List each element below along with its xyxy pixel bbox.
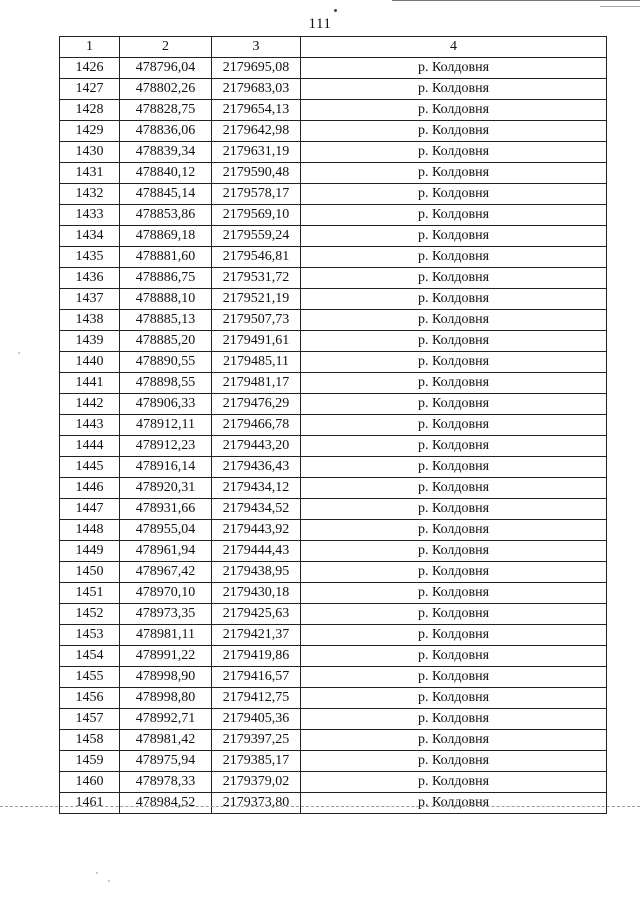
y-coordinate-cell: 2179590,48: [212, 163, 301, 184]
y-coordinate-cell: 2179491,61: [212, 331, 301, 352]
y-coordinate-cell: 2179397,25: [212, 730, 301, 751]
y-coordinate-cell: 2179373,80: [212, 793, 301, 814]
x-coordinate-cell: 478845,14: [120, 184, 212, 205]
table-row: [60, 184, 607, 205]
point-number-cell: 1447: [60, 499, 120, 520]
x-coordinate-cell: 478912,11: [120, 415, 212, 436]
table-row: [60, 499, 607, 520]
description-cell: р. Колдовня: [301, 793, 607, 814]
description-cell: р. Колдовня: [301, 247, 607, 268]
y-coordinate-cell: 2179434,12: [212, 478, 301, 499]
y-coordinate-cell: 2179683,03: [212, 79, 301, 100]
table-row: [60, 646, 607, 667]
table-row: [60, 268, 607, 289]
x-coordinate-cell: 478886,75: [120, 268, 212, 289]
point-number-cell: 1451: [60, 583, 120, 604]
point-number-cell: 1430: [60, 142, 120, 163]
point-number-cell: 1460: [60, 772, 120, 793]
description-cell: р. Колдовня: [301, 499, 607, 520]
point-number-cell: 1459: [60, 751, 120, 772]
point-number-cell: 1458: [60, 730, 120, 751]
table-row: [60, 415, 607, 436]
x-coordinate-cell: 478992,71: [120, 709, 212, 730]
x-coordinate-cell: 478970,10: [120, 583, 212, 604]
description-cell: р. Колдовня: [301, 730, 607, 751]
point-number-cell: 1433: [60, 205, 120, 226]
point-number-cell: 1435: [60, 247, 120, 268]
table-row: [60, 373, 607, 394]
point-number-cell: 1446: [60, 478, 120, 499]
y-coordinate-cell: 2179695,08: [212, 58, 301, 79]
description-cell: р. Колдовня: [301, 604, 607, 625]
x-coordinate-cell: 478973,35: [120, 604, 212, 625]
y-coordinate-cell: 2179559,24: [212, 226, 301, 247]
point-number-cell: 1439: [60, 331, 120, 352]
x-coordinate-cell: 478920,31: [120, 478, 212, 499]
table-row: [60, 730, 607, 751]
y-coordinate-cell: 2179443,20: [212, 436, 301, 457]
table-row: [60, 478, 607, 499]
description-cell: р. Колдовня: [301, 268, 607, 289]
description-cell: р. Колдовня: [301, 121, 607, 142]
x-coordinate-cell: 478967,42: [120, 562, 212, 583]
description-cell: р. Колдовня: [301, 583, 607, 604]
coordinates-table: [59, 36, 607, 814]
table-row: [60, 289, 607, 310]
x-coordinate-cell: 478881,60: [120, 247, 212, 268]
point-number-cell: 1429: [60, 121, 120, 142]
table-row: [60, 688, 607, 709]
table-row: [60, 541, 607, 562]
table-row: [60, 667, 607, 688]
x-coordinate-cell: 478981,42: [120, 730, 212, 751]
table-row: [60, 163, 607, 184]
y-coordinate-cell: 2179434,52: [212, 499, 301, 520]
point-number-cell: 1449: [60, 541, 120, 562]
point-number-cell: 1445: [60, 457, 120, 478]
description-cell: р. Колдовня: [301, 100, 607, 121]
column-header: 1: [60, 37, 120, 58]
scan-dot: [334, 9, 337, 12]
y-coordinate-cell: 2179578,17: [212, 184, 301, 205]
scan-speck: [96, 872, 98, 874]
description-cell: р. Колдовня: [301, 58, 607, 79]
description-cell: р. Колдовня: [301, 709, 607, 730]
x-coordinate-cell: 478931,66: [120, 499, 212, 520]
description-cell: р. Колдовня: [301, 436, 607, 457]
description-cell: р. Колдовня: [301, 541, 607, 562]
y-coordinate-cell: 2179444,43: [212, 541, 301, 562]
x-coordinate-cell: 478828,75: [120, 100, 212, 121]
description-cell: р. Колдовня: [301, 163, 607, 184]
table-body: [60, 58, 607, 814]
table-row: [60, 79, 607, 100]
x-coordinate-cell: 478888,10: [120, 289, 212, 310]
y-coordinate-cell: 2179416,57: [212, 667, 301, 688]
description-cell: р. Колдовня: [301, 562, 607, 583]
table-row: [60, 352, 607, 373]
point-number-cell: 1436: [60, 268, 120, 289]
scan-fold-line: [0, 806, 640, 807]
y-coordinate-cell: 2179546,81: [212, 247, 301, 268]
table-row: [60, 562, 607, 583]
point-number-cell: 1461: [60, 793, 120, 814]
point-number-cell: 1437: [60, 289, 120, 310]
point-number-cell: 1454: [60, 646, 120, 667]
x-coordinate-cell: 478961,94: [120, 541, 212, 562]
point-number-cell: 1432: [60, 184, 120, 205]
description-cell: р. Колдовня: [301, 289, 607, 310]
point-number-cell: 1431: [60, 163, 120, 184]
table-row: [60, 310, 607, 331]
description-cell: р. Колдовня: [301, 394, 607, 415]
y-coordinate-cell: 2179430,18: [212, 583, 301, 604]
table-row: [60, 247, 607, 268]
point-number-cell: 1448: [60, 520, 120, 541]
table-row: [60, 751, 607, 772]
description-cell: р. Колдовня: [301, 478, 607, 499]
point-number-cell: 1455: [60, 667, 120, 688]
x-coordinate-cell: 478802,26: [120, 79, 212, 100]
point-number-cell: 1441: [60, 373, 120, 394]
x-coordinate-cell: 478836,06: [120, 121, 212, 142]
column-header: 4: [301, 37, 607, 58]
x-coordinate-cell: 478840,12: [120, 163, 212, 184]
x-coordinate-cell: 478916,14: [120, 457, 212, 478]
x-coordinate-cell: 478991,22: [120, 646, 212, 667]
table-row: [60, 772, 607, 793]
description-cell: р. Колдовня: [301, 625, 607, 646]
description-cell: р. Колдовня: [301, 310, 607, 331]
description-cell: р. Колдовня: [301, 79, 607, 100]
x-coordinate-cell: 478890,55: [120, 352, 212, 373]
description-cell: р. Колдовня: [301, 751, 607, 772]
y-coordinate-cell: 2179476,29: [212, 394, 301, 415]
x-coordinate-cell: 478869,18: [120, 226, 212, 247]
point-number-cell: 1453: [60, 625, 120, 646]
x-coordinate-cell: 478912,23: [120, 436, 212, 457]
table-row: [60, 604, 607, 625]
y-coordinate-cell: 2179654,13: [212, 100, 301, 121]
x-coordinate-cell: 478975,94: [120, 751, 212, 772]
x-coordinate-cell: 478796,04: [120, 58, 212, 79]
table-row: [60, 520, 607, 541]
point-number-cell: 1438: [60, 310, 120, 331]
y-coordinate-cell: 2179531,72: [212, 268, 301, 289]
table-row: [60, 625, 607, 646]
y-coordinate-cell: 2179521,19: [212, 289, 301, 310]
point-number-cell: 1452: [60, 604, 120, 625]
point-number-cell: 1442: [60, 394, 120, 415]
y-coordinate-cell: 2179419,86: [212, 646, 301, 667]
table-row: [60, 226, 607, 247]
point-number-cell: 1444: [60, 436, 120, 457]
x-coordinate-cell: 478853,86: [120, 205, 212, 226]
y-coordinate-cell: 2179485,11: [212, 352, 301, 373]
point-number-cell: 1456: [60, 688, 120, 709]
description-cell: р. Колдовня: [301, 352, 607, 373]
y-coordinate-cell: 2179443,92: [212, 520, 301, 541]
point-number-cell: 1427: [60, 79, 120, 100]
table-row: [60, 58, 607, 79]
point-number-cell: 1428: [60, 100, 120, 121]
y-coordinate-cell: 2179385,17: [212, 751, 301, 772]
description-cell: р. Колдовня: [301, 205, 607, 226]
x-coordinate-cell: 478981,11: [120, 625, 212, 646]
table-header-row: [60, 37, 607, 58]
description-cell: р. Колдовня: [301, 415, 607, 436]
y-coordinate-cell: 2179481,17: [212, 373, 301, 394]
y-coordinate-cell: 2179405,36: [212, 709, 301, 730]
column-header: 2: [120, 37, 212, 58]
table-row: [60, 100, 607, 121]
scan-edge-line: [392, 0, 640, 1]
y-coordinate-cell: 2179379,02: [212, 772, 301, 793]
point-number-cell: 1457: [60, 709, 120, 730]
table-row: [60, 142, 607, 163]
y-coordinate-cell: 2179438,95: [212, 562, 301, 583]
point-number-cell: 1434: [60, 226, 120, 247]
description-cell: р. Колдовня: [301, 331, 607, 352]
scan-speck: [108, 880, 110, 882]
x-coordinate-cell: 478906,33: [120, 394, 212, 415]
x-coordinate-cell: 478998,90: [120, 667, 212, 688]
table-row: [60, 709, 607, 730]
description-cell: р. Колдовня: [301, 667, 607, 688]
table-row: [60, 121, 607, 142]
description-cell: р. Колдовня: [301, 520, 607, 541]
y-coordinate-cell: 2179631,19: [212, 142, 301, 163]
description-cell: р. Колдовня: [301, 142, 607, 163]
x-coordinate-cell: 478955,04: [120, 520, 212, 541]
table-row: [60, 331, 607, 352]
point-number-cell: 1426: [60, 58, 120, 79]
description-cell: р. Колдовня: [301, 772, 607, 793]
y-coordinate-cell: 2179642,98: [212, 121, 301, 142]
y-coordinate-cell: 2179466,78: [212, 415, 301, 436]
column-header: 3: [212, 37, 301, 58]
table-row: [60, 205, 607, 226]
y-coordinate-cell: 2179412,75: [212, 688, 301, 709]
x-coordinate-cell: 478885,13: [120, 310, 212, 331]
description-cell: р. Колдовня: [301, 646, 607, 667]
page-number: 111: [308, 16, 332, 32]
x-coordinate-cell: 478885,20: [120, 331, 212, 352]
description-cell: р. Колдовня: [301, 226, 607, 247]
table-row: [60, 583, 607, 604]
description-cell: р. Колдовня: [301, 457, 607, 478]
x-coordinate-cell: 478984,52: [120, 793, 212, 814]
y-coordinate-cell: 2179425,63: [212, 604, 301, 625]
description-cell: р. Колдовня: [301, 184, 607, 205]
y-coordinate-cell: 2179569,10: [212, 205, 301, 226]
description-cell: р. Колдовня: [301, 373, 607, 394]
point-number-cell: 1450: [60, 562, 120, 583]
point-number-cell: 1440: [60, 352, 120, 373]
x-coordinate-cell: 478839,34: [120, 142, 212, 163]
table-row: [60, 394, 607, 415]
point-number-cell: 1443: [60, 415, 120, 436]
table-row: [60, 457, 607, 478]
table-row: [60, 793, 607, 814]
y-coordinate-cell: 2179421,37: [212, 625, 301, 646]
description-cell: р. Колдовня: [301, 688, 607, 709]
table-row: [60, 436, 607, 457]
scan-speck: [18, 352, 20, 354]
scan-edge-line: [600, 6, 640, 7]
x-coordinate-cell: 478898,55: [120, 373, 212, 394]
y-coordinate-cell: 2179436,43: [212, 457, 301, 478]
x-coordinate-cell: 478978,33: [120, 772, 212, 793]
x-coordinate-cell: 478998,80: [120, 688, 212, 709]
y-coordinate-cell: 2179507,73: [212, 310, 301, 331]
